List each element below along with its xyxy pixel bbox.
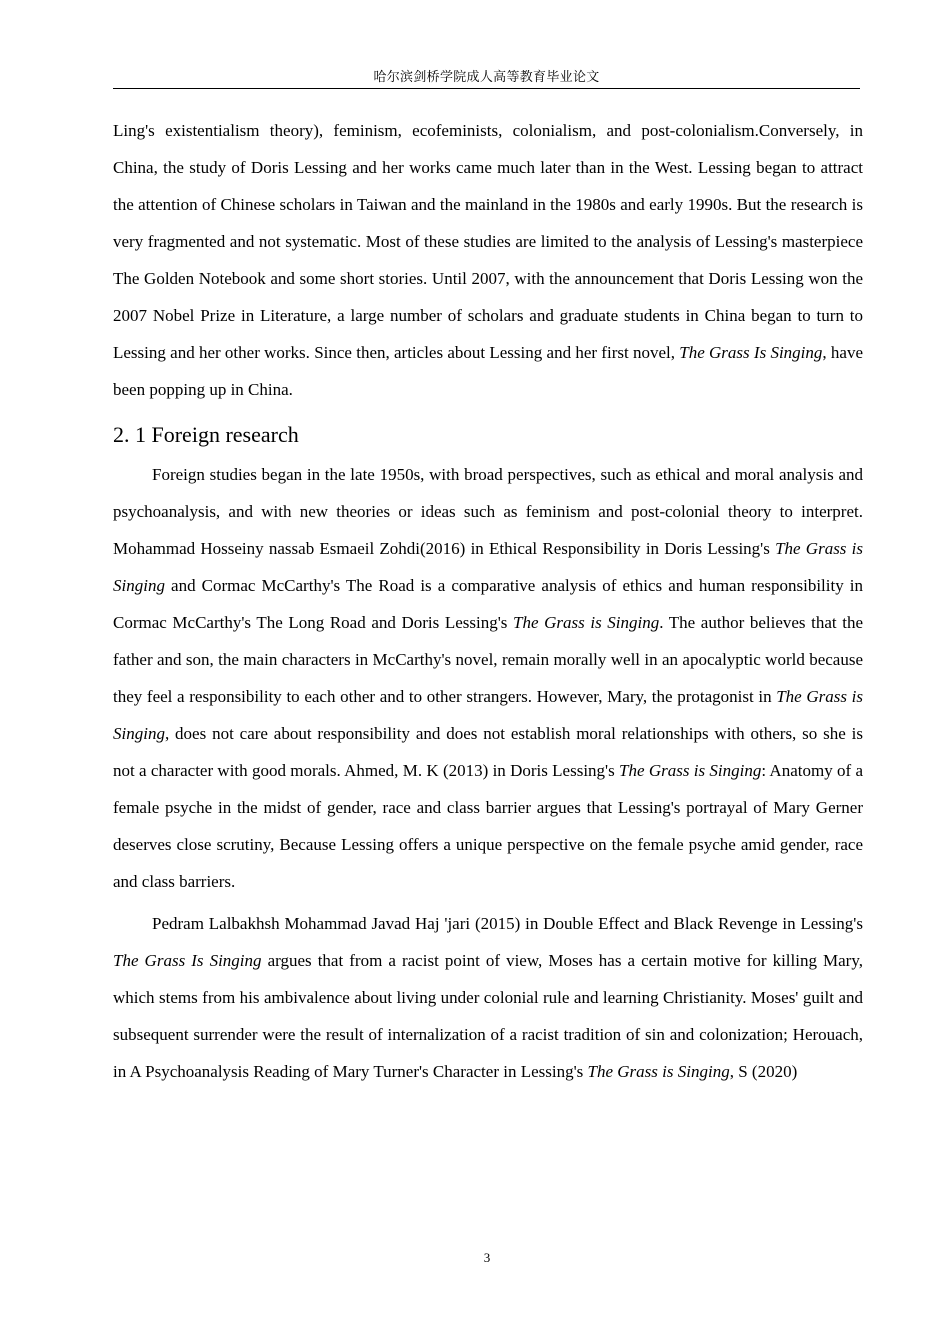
paragraph-2-text: : Anatomy of a female psyche in the midst of gender, race and class barrier argues that Lessing's portrayal of Mary Gerner deserves close scrutiny, Because Lessing offers a unique perspective on the female psyche amid gender, race and class barriers. bbox=[113, 761, 863, 891]
paragraph-1-text: , have been popping up in China. bbox=[113, 343, 863, 399]
book-title: The Grass is Singing bbox=[513, 613, 660, 632]
paragraph-1-text: Ling's existentialism theory), feminism, ecofeminists, colonialism, and post-colonialism.Conversely, in China, the study of Doris Lessing and her works came much later than in the West. Lessing began to attract the attention of Chinese scholars in Taiwan and the mainland in the 1980s and early 1990s. But the research is very fragmented and not systematic. Most of these studies are limited to the analysis of Lessing's masterpiece The Golden Notebook and some short stories. Until 2007, with the announcement that Doris Lessing won the 2007 Nobel Prize in Literature, a large number of scholars and graduate students in China began to turn to Lessing and her other works. Since then, articles about Lessing and her first novel, bbox=[113, 121, 863, 362]
book-title: The Grass is Singing bbox=[587, 1062, 730, 1081]
paragraph-2-text: Foreign studies began in the late 1950s, with broad perspectives, such as ethical and moral analysis and psychoanalysis, and with new theories or ideas such as feminism and post-colonial theory to interpret. Mohammad Hosseiny nassab Esmaeil Zohdi(2016) in Ethical Responsibility in Doris Lessing's bbox=[113, 465, 863, 558]
paragraph-3-text: , S (2020) bbox=[729, 1062, 798, 1081]
running-header: 哈尔滨剑桥学院成人高等教育毕业论文 bbox=[373, 70, 600, 85]
book-title: The Grass is Singing bbox=[619, 761, 762, 780]
paragraph-2-text: . The author believes that the father and son, the main characters in McCarthy's novel, remain morally well in an apocalyptic world because they feel a responsibility to each other and to other strangers. However, Mary, the protagonist in bbox=[113, 613, 863, 706]
header-rule bbox=[113, 88, 860, 89]
book-title: The Grass is Singing bbox=[113, 539, 863, 595]
book-title: The Grass is Singing bbox=[113, 687, 863, 743]
paragraph-3-text: argues that from a racist point of view, Moses has a certain motive for killing Mary, which stems from his ambivalence about living under colonial rule and learning Christianity. Moses' guilt and subsequent surrender were the result of internalization of a racist tradition of sin and colonization; Herouach, in A Psychoanalysis Reading of Mary Turner's Character in Lessing's bbox=[113, 951, 863, 1081]
paragraph-1 bbox=[113, 112, 863, 408]
paragraph-2-text: , does not care about responsibility and does not establish moral relationships with others, so she is not a character with good morals. Ahmed, M. K (2013) in Doris Lessing's bbox=[113, 724, 863, 780]
page-body bbox=[113, 112, 863, 1090]
section-heading: 2. 1 Foreign research bbox=[113, 422, 299, 447]
book-title: The Grass Is Singing bbox=[679, 343, 823, 362]
paragraph-3-text: Pedram Lalbakhsh Mohammad Javad Haj 'jari (2015) in Double Effect and Black Revenge in Lessing's bbox=[152, 914, 863, 933]
paragraph-2-text: and Cormac McCarthy's The Road is a comparative analysis of ethics and human responsibility in Cormac McCarthy's The Long Road and Doris Lessing's bbox=[113, 576, 863, 632]
page-number: 3 bbox=[483, 1250, 491, 1265]
book-title: The Grass Is Singing bbox=[113, 951, 262, 970]
paragraph-3 bbox=[113, 905, 863, 1090]
paragraph-2 bbox=[113, 456, 863, 900]
